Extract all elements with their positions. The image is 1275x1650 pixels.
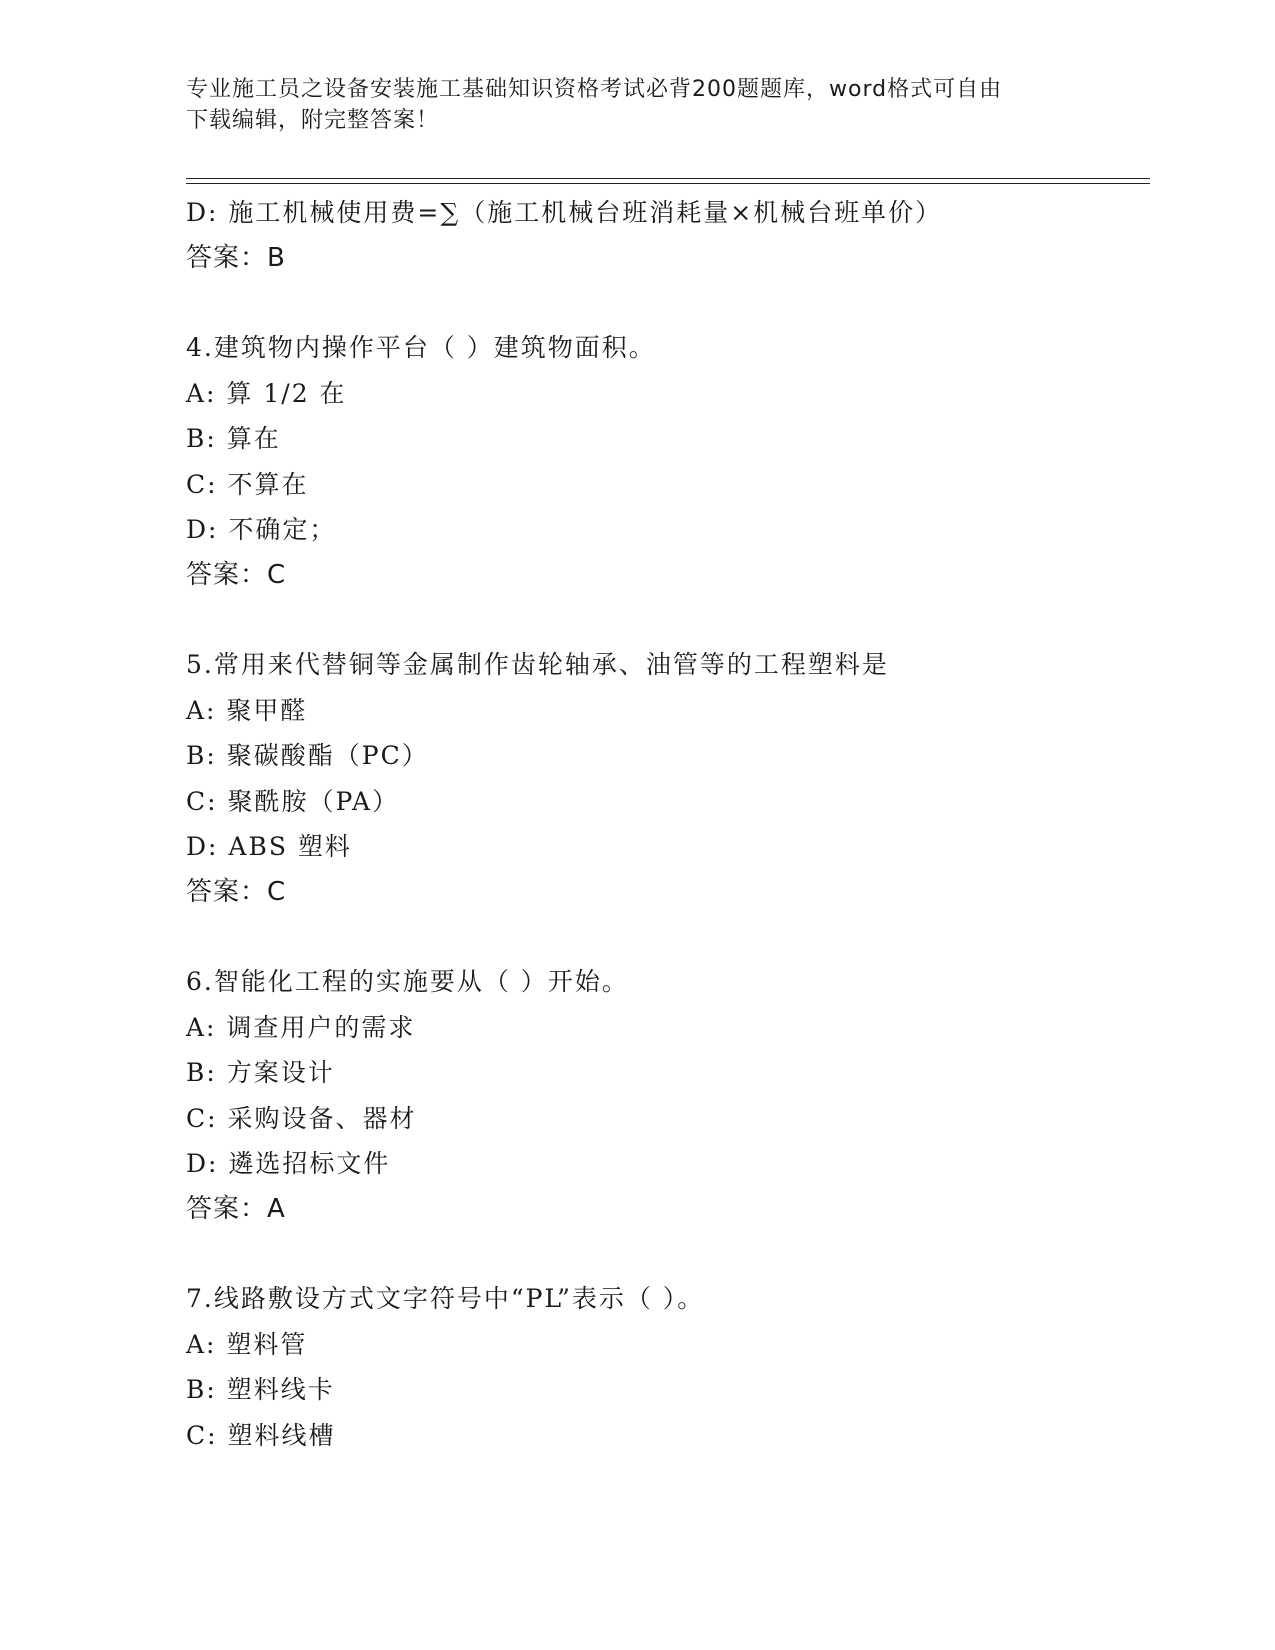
option-a: A: 算 1/2 在 [186,378,347,408]
answer-prev: 答案：B [186,242,286,273]
option-a: A: 聚甲醛 [186,695,308,725]
answer: 答案：A [186,1193,286,1224]
document-header [186,74,1066,136]
option-a: A: 调查用户的需求 [186,1012,416,1042]
spacer [186,281,1146,325]
question-list [186,190,1146,1458]
option-c: C: 聚酰胺（PA） [186,786,400,816]
header-divider-bottom [186,183,1150,184]
question-stem: 4.建筑物内操作平台（ ）建筑物面积。 [186,333,656,362]
header-line-2: 下载编辑，附完整答案！ [186,108,440,133]
question-stem: 7.线路敷设方式文字符号中“PL”表示（ ）。 [186,1284,705,1313]
question-6 [186,959,1146,1232]
option-b: B: 方案设计 [186,1058,335,1087]
question-4 [186,325,1146,598]
option-c: C: 不算在 [186,469,309,499]
option-b: B: 聚碳酸酯（PC） [186,741,429,770]
answer: 答案：C [186,559,287,590]
option-c: C: 采购设备、器材 [186,1103,417,1133]
spacer [186,915,1146,959]
option-d: D: 不确定； [186,515,337,544]
question-stem: 6.智能化工程的实施要从（ ）开始。 [186,967,629,996]
question-7 [186,1276,1146,1458]
option-a: A: 塑料管 [186,1329,308,1359]
option-b: B: 塑料线卡 [186,1375,335,1404]
answer: 答案：C [186,876,287,907]
option-d: D: ABS 塑料 [186,832,352,861]
option-d: D: 遴选招标文件 [186,1149,391,1178]
option-d-prev: D: 施工机械使用费=∑（施工机械台班消耗量×机械台班单价） [186,198,943,227]
option-b: B: 算在 [186,424,281,453]
spacer [186,598,1146,642]
question-stem: 5.常用来代替铜等金属制作齿轮轴承、油管等的工程塑料是 [186,650,889,679]
header-divider-top [186,178,1150,179]
option-c: C: 塑料线槽 [186,1420,336,1450]
spacer [186,1232,1146,1276]
question-5 [186,642,1146,915]
header-line-1: 专业施工员之设备安装施工基础知识资格考试必背200题题库，word格式可自由 [186,77,1003,102]
